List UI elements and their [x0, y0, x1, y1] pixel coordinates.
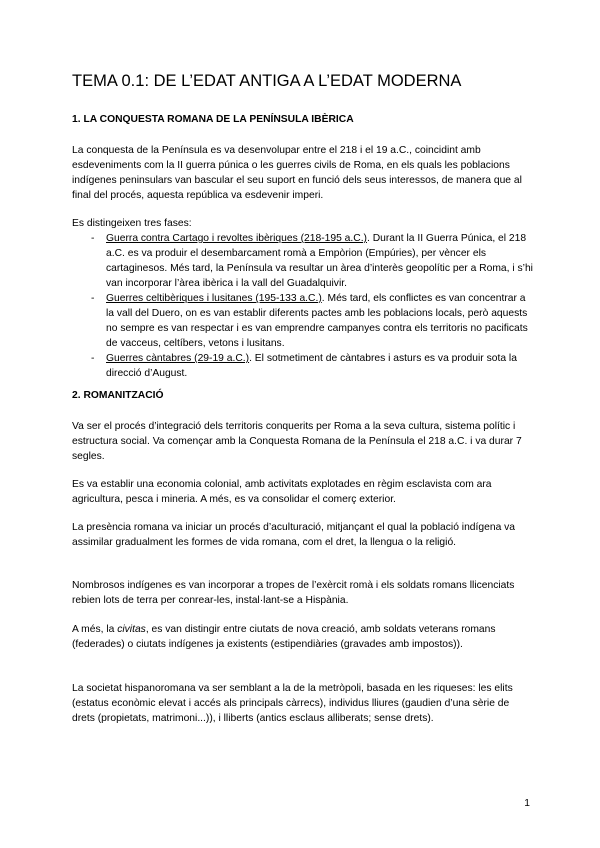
phase-text: . Durant la II Guerra Púnica, el 218 a.C. es va produir el desembarcament romà a Empòrion (Empúries), per vèncer els cartaginesos. Més tard, la Península va resultar un àrea d’interès geopolític per a Roma, i s’hi van incorporar l’àrea ibèrica i la vall del Guadalquivir.	[106, 233, 533, 289]
document-title: TEMA 0.1: DE L’EDAT ANTIGA A L’EDAT MODERNA	[72, 72, 462, 90]
paragraph-army: Nombrosos indígenes es van incorporar a tropes de l’exèrcit romà i els soldats romans llicenciats rebien lots de terra per conrear-les, instal·lant-se a Hispània.	[72, 580, 515, 606]
page-number: 1	[524, 798, 530, 809]
paragraph-romanitzacio-definition: Va ser el procés d’integració dels territoris conquerits per Roma a la seva cultura, sistema polític i estructura social. Va començar amb la Conquesta Romana de la Península el 218 a.C. i va durar 7 segles.	[72, 421, 522, 462]
list-bullet: -	[91, 293, 95, 304]
civitas-term: civitas	[117, 624, 146, 635]
paragraph-phases-intro: Es distingeixen tres fases:	[72, 218, 192, 229]
list-bullet: -	[91, 233, 95, 244]
phase-name: Guerres càntabres (29-19 a.C.)	[106, 353, 250, 364]
paragraph-society: La societat hispanoromana va ser semblant a la de la metròpoli, basada en les riqueses: les elits (estatus econòmic elevat i accés als principals càrrecs), individus lliures (gaudien d’una sèrie de drets (propietats, matrimoni...)), i lliberts (antics esclaus alliberats; sense drets).	[72, 683, 513, 724]
phases-list	[72, 231, 534, 381]
phase-text: . Més tard, els conflictes es van concentrar a la vall del Duero, on es van establir diferents pactes amb les poblacions locals, però aquests no sempre es van respectar i es van emprendre campanyes contra els territoris no pacificats de vacceus, celtíbers, vetons i lusitans.	[106, 293, 528, 349]
phase-text: . El sotmetiment de càntabres i asturs es va produir sota la direcció d’August.	[106, 353, 517, 379]
section-heading-conquesta: 1. LA CONQUESTA ROMANA DE LA PENÍNSULA IBÈRICA	[72, 114, 354, 125]
civitas-rest: , es van distingir entre ciutats de nova creació, amb soldats veterans romans (federades) o ciutats indígenes ja existents (estipendiàries (gravades amb impostos)).	[72, 624, 496, 650]
paragraph-economy: Es va establir una economia colonial, amb activitats explotades en règim esclavista com ara agricultura, pesca i mineria. A més, es va consolidar el comerç exterior.	[72, 479, 492, 505]
paragraph-civitas	[72, 622, 534, 652]
phase-name: Guerres celtibèriques i lusitanes (195-133 a.C.)	[106, 293, 322, 304]
list-bullet: -	[91, 353, 95, 364]
paragraph-acculturation: La presència romana va iniciar un procés d’aculturació, mitjançant el qual la població indígena va assimilar gradualment les formes de vida romana, com el dret, la llengua o la religió.	[72, 522, 516, 548]
section-heading-romanitzacio: 2. ROMANITZACIÓ	[72, 390, 164, 401]
paragraph-intro: La conquesta de la Península es va desenvolupar entre el 218 i el 19 a.C., coincidint amb esdeveniments com la II guerra púnica o les guerres civils de Roma, en els quals les poblacions indígenes peninsulars van bascular el seu suport en funció dels seus interessos, de manera que al final del procés, aquesta república va esdevenir imperi.	[72, 145, 522, 201]
civitas-lead: A més, la	[72, 624, 118, 635]
list-item	[72, 291, 534, 351]
list-item	[72, 231, 534, 291]
phase-name: Guerra contra Cartago i revoltes ibèriques (218-195 a.C.)	[106, 233, 367, 244]
list-item	[72, 351, 534, 381]
